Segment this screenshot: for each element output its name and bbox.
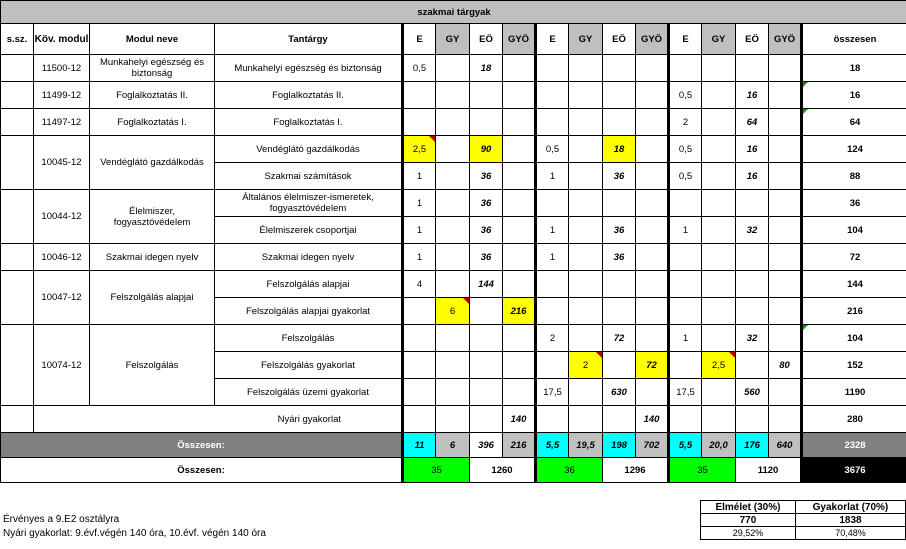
cell-value <box>536 82 569 109</box>
cell-value: 32 <box>736 217 769 244</box>
cell-value <box>769 217 802 244</box>
cell-total: 72 <box>802 244 906 271</box>
note-summer: Nyári gyakorlat: 9.évf.végén 140 óra, 10.évf. végén 140 óra <box>3 528 266 539</box>
cell-value <box>569 109 603 136</box>
header-y9-eo: EÖ <box>470 24 503 55</box>
cell-total: 16 <box>802 82 906 109</box>
cell-value <box>436 244 470 271</box>
cell-value <box>403 109 436 136</box>
cell-value <box>603 298 636 325</box>
header-y11-gy: GY <box>702 24 736 55</box>
cell-value: 2,5 <box>702 352 736 379</box>
grand-total: 3676 <box>802 458 906 483</box>
cell-ssz <box>1 109 34 136</box>
cell-value <box>769 379 802 406</box>
sum-cell: 19,5 <box>569 433 603 458</box>
sum-label: Összesen: <box>1 433 403 458</box>
cell-value <box>636 271 669 298</box>
grand-sum-y11-theory: 35 <box>669 458 736 483</box>
cell-value <box>769 109 802 136</box>
cell-ssz <box>1 325 34 406</box>
cell-value <box>470 406 503 433</box>
cell-ssz <box>1 82 34 109</box>
cell-value <box>702 271 736 298</box>
table-row <box>1 109 906 136</box>
cell-value <box>569 163 603 190</box>
cell-value <box>603 271 636 298</box>
cell-value <box>702 55 736 82</box>
cell-tantargy: Foglalkoztatás II. <box>215 82 403 109</box>
cell-value <box>769 163 802 190</box>
cell-value <box>769 325 802 352</box>
grand-sum-label: Összesen: <box>1 458 403 483</box>
cell-value <box>503 190 536 217</box>
cell-total: 1190 <box>802 379 906 406</box>
cell-modul-neve: Foglalkoztatás I. <box>90 109 215 136</box>
cell-ssz <box>1 271 34 325</box>
cell-value: 216 <box>503 298 536 325</box>
sum-cell: 702 <box>636 433 669 458</box>
cell-value <box>736 190 769 217</box>
cell-value <box>403 325 436 352</box>
cell-value <box>403 406 436 433</box>
cell-value <box>436 109 470 136</box>
cell-total: 104 <box>802 217 906 244</box>
cell-tantargy: Felszolgálás alapjai gyakorlat <box>215 298 403 325</box>
grand-sum-y10-theory: 36 <box>536 458 603 483</box>
ratio-theory-pct: 29,52% <box>701 527 796 540</box>
cell-total: 124 <box>802 136 906 163</box>
cell-ssz <box>1 190 34 244</box>
cell-value: 1 <box>403 163 436 190</box>
cell-value: 36 <box>470 244 503 271</box>
cell-value <box>503 136 536 163</box>
cell-value <box>569 298 603 325</box>
cell-value <box>569 55 603 82</box>
sum-cell: 5,5 <box>669 433 702 458</box>
cell-value <box>470 298 503 325</box>
sum-cell: 216 <box>503 433 536 458</box>
cell-value: 90 <box>470 136 503 163</box>
cell-value <box>436 190 470 217</box>
cell-value <box>436 55 470 82</box>
cell-value: 36 <box>603 217 636 244</box>
cell-modul-neve: Élelmiszer, fogyasztóvédelem <box>90 190 215 244</box>
cell-value <box>769 406 802 433</box>
sum-cell: 5,5 <box>536 433 569 458</box>
ratio-practice-label: Gyakorlat (70%) <box>795 501 905 514</box>
cell-value <box>636 190 669 217</box>
cell-value: 36 <box>470 163 503 190</box>
cell-value <box>736 55 769 82</box>
sum-cell: 396 <box>470 433 503 458</box>
cell-value: 4 <box>403 271 436 298</box>
cell-value <box>503 109 536 136</box>
ratio-practice-pct: 70,48% <box>795 527 905 540</box>
cell-ssz <box>1 406 34 433</box>
cell-value <box>636 163 669 190</box>
table-row <box>1 325 906 352</box>
header-modul-neve: Modul neve <box>90 24 215 55</box>
cell-value <box>536 271 569 298</box>
cell-total: 18 <box>802 55 906 82</box>
cell-value <box>702 298 736 325</box>
cell-value <box>536 190 569 217</box>
cell-value <box>636 136 669 163</box>
cell-kov-modul: 10044-12 <box>34 190 90 244</box>
cell-value: 17,5 <box>536 379 569 406</box>
cell-total: 36 <box>802 190 906 217</box>
cell-value <box>702 109 736 136</box>
cell-value <box>569 217 603 244</box>
cell-value: 1 <box>403 217 436 244</box>
cell-value <box>702 244 736 271</box>
cell-value <box>636 298 669 325</box>
grand-sum-y9-hours: 1260 <box>470 458 536 483</box>
cell-value <box>636 55 669 82</box>
cell-value <box>569 82 603 109</box>
cell-value <box>436 325 470 352</box>
ratio-practice-value: 1838 <box>795 514 905 527</box>
cell-value <box>536 55 569 82</box>
cell-value: 32 <box>736 325 769 352</box>
cell-value <box>636 217 669 244</box>
cell-kov-modul: 11500-12 <box>34 55 90 82</box>
cell-value: 560 <box>736 379 769 406</box>
cell-modul-neve: Szakmai idegen nyelv <box>90 244 215 271</box>
cell-value <box>503 352 536 379</box>
cell-value <box>503 82 536 109</box>
cell-value <box>769 82 802 109</box>
cell-value <box>569 190 603 217</box>
cell-value <box>669 244 702 271</box>
cell-value: 1 <box>536 244 569 271</box>
cell-value <box>636 82 669 109</box>
cell-value <box>436 352 470 379</box>
header-ssz: s.sz. <box>1 24 34 55</box>
notes <box>3 513 266 541</box>
cell-value <box>403 82 436 109</box>
cell-modul-neve: Foglalkoztatás II. <box>90 82 215 109</box>
grand-sum-y11-hours: 1120 <box>736 458 802 483</box>
cell-value <box>569 379 603 406</box>
cell-value <box>769 271 802 298</box>
sum-row-hours <box>1 433 906 458</box>
cell-value <box>403 379 436 406</box>
cell-value: 0,5 <box>669 163 702 190</box>
cell-value <box>603 352 636 379</box>
table-row <box>1 406 906 433</box>
cell-total: 280 <box>802 406 906 433</box>
cell-value <box>503 163 536 190</box>
grand-sum-y10-hours: 1296 <box>603 458 669 483</box>
cell-value <box>736 406 769 433</box>
cell-tantargy: Felszolgálás <box>215 325 403 352</box>
cell-value <box>436 271 470 298</box>
cell-value <box>470 109 503 136</box>
cell-kov-modul: 10047-12 <box>34 271 90 325</box>
cell-value <box>536 406 569 433</box>
cell-value <box>569 244 603 271</box>
sum-total: 2328 <box>802 433 906 458</box>
cell-value: 6 <box>436 298 470 325</box>
table-row <box>1 271 906 298</box>
cell-value <box>769 298 802 325</box>
cell-value: 0,5 <box>669 136 702 163</box>
cell-value <box>603 406 636 433</box>
cell-value: 0,5 <box>403 55 436 82</box>
cell-value: 144 <box>470 271 503 298</box>
cell-tantargy: Felszolgálás gyakorlat <box>215 352 403 379</box>
cell-value <box>603 82 636 109</box>
cell-value: 2 <box>669 109 702 136</box>
cell-value <box>769 55 802 82</box>
cell-value <box>436 217 470 244</box>
cell-value: 140 <box>503 406 536 433</box>
table-title: szakmai tárgyak <box>1 1 906 24</box>
note-class: Érvényes a 9.E2 osztályra <box>3 514 120 525</box>
cell-tantargy: Felszolgálás alapjai <box>215 271 403 298</box>
cell-value <box>436 379 470 406</box>
cell-value <box>669 298 702 325</box>
cell-ssz <box>1 55 34 82</box>
cell-value: 36 <box>603 244 636 271</box>
cell-value <box>702 406 736 433</box>
cell-value <box>603 190 636 217</box>
header-osszesen: összesen <box>802 24 906 55</box>
cell-value <box>470 352 503 379</box>
header-y10-e: E <box>536 24 569 55</box>
cell-value <box>436 406 470 433</box>
cell-value <box>669 406 702 433</box>
cell-tantargy: Élelmiszerek csoportjai <box>215 217 403 244</box>
cell-value: 36 <box>470 217 503 244</box>
cell-kov-modul: 10046-12 <box>34 244 90 271</box>
sum-cell: 20,0 <box>702 433 736 458</box>
cell-value: 16 <box>736 163 769 190</box>
ratio-table <box>700 500 906 540</box>
cell-value: 1 <box>403 190 436 217</box>
cell-value: 72 <box>603 325 636 352</box>
header-y10-eo: EÖ <box>603 24 636 55</box>
cell-value <box>569 136 603 163</box>
cell-value <box>503 217 536 244</box>
header-y11-gyo: GYÖ <box>769 24 802 55</box>
cell-value <box>736 352 769 379</box>
cell-total: 216 <box>802 298 906 325</box>
cell-kov-modul: 10074-12 <box>34 325 90 406</box>
cell-tantargy: Nyári gyakorlat <box>34 406 403 433</box>
cell-kov-modul: 11497-12 <box>34 109 90 136</box>
cell-total: 144 <box>802 271 906 298</box>
cell-total: 152 <box>802 352 906 379</box>
cell-value <box>702 136 736 163</box>
cell-value <box>536 298 569 325</box>
sum-cell: 11 <box>403 433 436 458</box>
cell-total: 104 <box>802 325 906 352</box>
cell-value: 16 <box>736 82 769 109</box>
sum-row-totals <box>1 458 906 483</box>
cell-value: 140 <box>636 406 669 433</box>
table-row <box>1 136 906 163</box>
cell-value <box>636 379 669 406</box>
grand-sum-y9-theory: 35 <box>403 458 470 483</box>
cell-tantargy: Vendéglátó gazdálkodás <box>215 136 403 163</box>
cell-value: 36 <box>470 190 503 217</box>
header-tantargy: Tantárgy <box>215 24 403 55</box>
cell-ssz <box>1 244 34 271</box>
cell-tantargy: Felszolgálás üzemi gyakorlat <box>215 379 403 406</box>
header-y9-gyo: GYÖ <box>503 24 536 55</box>
cell-value: 2 <box>569 352 603 379</box>
cell-value <box>702 325 736 352</box>
cell-value <box>636 109 669 136</box>
cell-value <box>436 163 470 190</box>
table-row <box>1 55 906 82</box>
cell-value <box>470 325 503 352</box>
cell-value <box>470 379 503 406</box>
cell-tantargy: Szakmai számítások <box>215 163 403 190</box>
cell-value: 17,5 <box>669 379 702 406</box>
cell-value <box>702 190 736 217</box>
header-kov-modul: Köv. modul <box>34 24 90 55</box>
header-y9-gy: GY <box>436 24 470 55</box>
cell-value: 18 <box>603 136 636 163</box>
cell-modul-neve: Munkahelyi egészség és biztonság <box>90 55 215 82</box>
cell-value <box>769 136 802 163</box>
cell-value <box>636 325 669 352</box>
cell-tantargy: Általános élelmiszer-ismeretek, fogyasztóvédelem <box>215 190 403 217</box>
cell-value: 1 <box>669 325 702 352</box>
cell-total: 88 <box>802 163 906 190</box>
cell-value <box>702 217 736 244</box>
cell-value: 1 <box>669 217 702 244</box>
table-row <box>1 82 906 109</box>
cell-value: 0,5 <box>669 82 702 109</box>
cell-value <box>669 271 702 298</box>
cell-value <box>569 271 603 298</box>
cell-value <box>702 379 736 406</box>
cell-value: 1 <box>536 217 569 244</box>
cell-value <box>736 298 769 325</box>
cell-value <box>736 244 769 271</box>
cell-value: 2 <box>536 325 569 352</box>
cell-tantargy: Szakmai idegen nyelv <box>215 244 403 271</box>
cell-ssz <box>1 136 34 190</box>
cell-tantargy: Munkahelyi egészség és biztonság <box>215 55 403 82</box>
cell-kov-modul: 10045-12 <box>34 136 90 190</box>
cell-modul-neve: Felszolgálás alapjai <box>90 271 215 325</box>
ratio-theory-label: Elmélet (30%) <box>701 501 796 514</box>
cell-tantargy: Foglalkoztatás I. <box>215 109 403 136</box>
cell-value: 16 <box>736 136 769 163</box>
table-row <box>1 190 906 217</box>
cell-value <box>769 190 802 217</box>
header-y11-e: E <box>669 24 702 55</box>
cell-value: 1 <box>536 163 569 190</box>
cell-value <box>403 298 436 325</box>
cell-value: 72 <box>636 352 669 379</box>
cell-value <box>569 406 603 433</box>
cell-value: 18 <box>470 55 503 82</box>
cell-value: 36 <box>603 163 636 190</box>
cell-value: 2,5 <box>403 136 436 163</box>
sum-cell: 176 <box>736 433 769 458</box>
cell-total: 64 <box>802 109 906 136</box>
cell-value: 1 <box>403 244 436 271</box>
header-y10-gyo: GYÖ <box>636 24 669 55</box>
sum-cell: 640 <box>769 433 802 458</box>
ratio-theory-value: 770 <box>701 514 796 527</box>
cell-value <box>669 55 702 82</box>
table-row <box>1 244 906 271</box>
cell-value <box>769 244 802 271</box>
cell-value <box>736 271 769 298</box>
cell-modul-neve: Vendéglátó gazdálkodás <box>90 136 215 190</box>
cell-value <box>569 325 603 352</box>
cell-value: 0,5 <box>536 136 569 163</box>
cell-value <box>503 55 536 82</box>
cell-value <box>503 325 536 352</box>
cell-value <box>603 55 636 82</box>
cell-value <box>702 163 736 190</box>
cell-value <box>503 271 536 298</box>
cell-value <box>503 244 536 271</box>
cell-value <box>636 244 669 271</box>
cell-value <box>702 82 736 109</box>
cell-value: 630 <box>603 379 636 406</box>
cell-value <box>536 109 569 136</box>
cell-value <box>503 379 536 406</box>
cell-value <box>470 82 503 109</box>
sum-cell: 6 <box>436 433 470 458</box>
cell-value: 80 <box>769 352 802 379</box>
cell-value <box>403 352 436 379</box>
cell-value <box>603 109 636 136</box>
header-y11-eo: EÖ <box>736 24 769 55</box>
cell-value <box>536 352 569 379</box>
cell-value <box>436 136 470 163</box>
cell-value <box>669 190 702 217</box>
cell-value <box>669 352 702 379</box>
cell-kov-modul: 11499-12 <box>34 82 90 109</box>
header-y10-gy: GY <box>569 24 603 55</box>
cell-value <box>436 82 470 109</box>
header-y9-e: E <box>403 24 436 55</box>
cell-modul-neve: Felszolgálás <box>90 325 215 406</box>
sum-cell: 198 <box>603 433 636 458</box>
cell-value: 64 <box>736 109 769 136</box>
